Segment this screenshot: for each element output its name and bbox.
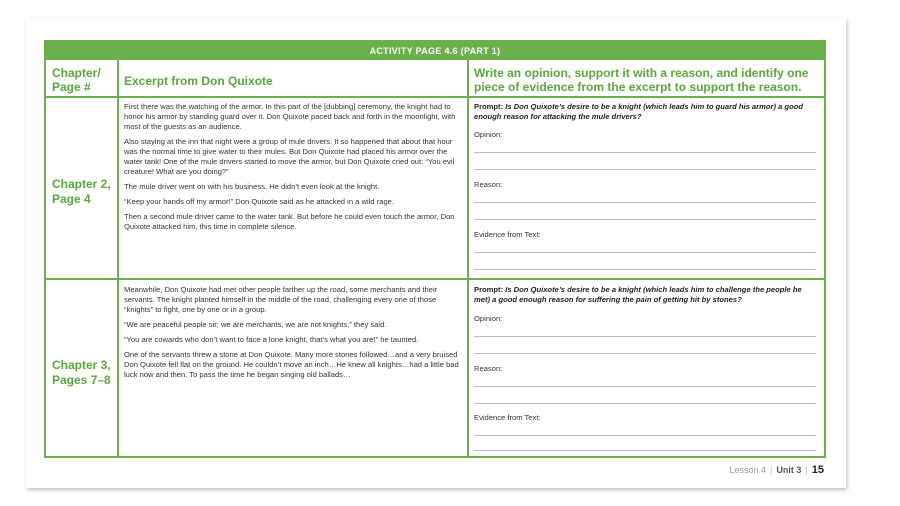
row1-excerpt bbox=[124, 102, 462, 237]
header-excerpt: Excerpt from Don Quixote bbox=[124, 74, 273, 88]
opinion-answer-line[interactable] bbox=[474, 336, 816, 337]
prompt-label: Prompt: bbox=[474, 285, 504, 294]
header-chapter: Chapter/ Page # bbox=[52, 66, 101, 94]
footer-lesson: Lesson 4 bbox=[729, 465, 767, 475]
activity-banner: ACTIVITY PAGE 4.6 (PART 1) bbox=[46, 42, 824, 60]
activity-page bbox=[26, 18, 846, 488]
footer-unit: Unit 3 bbox=[776, 465, 802, 475]
row2-opinion-label: Opinion: bbox=[474, 314, 503, 323]
reason-answer-line[interactable] bbox=[474, 386, 816, 387]
excerpt-paragraph: “You are cowards who don’t want to face a lone knight, that’s what you are!” he taunted. bbox=[124, 335, 419, 344]
excerpt-paragraph: “We are peaceful people sir; we are merchants, we are not knights,” they said. bbox=[124, 320, 387, 329]
evidence-answer-line[interactable] bbox=[474, 252, 816, 253]
reason-answer-line[interactable] bbox=[474, 202, 816, 203]
activity-table bbox=[44, 40, 826, 458]
excerpt-paragraph: The mule driver went on with his business. He didn’t even look at the knight. bbox=[124, 182, 380, 191]
row1-evidence-label: Evidence from Text: bbox=[474, 230, 541, 239]
page-number: 15 bbox=[811, 464, 824, 476]
page-footer: Lesson 4 | Unit 3 | 15 bbox=[729, 464, 824, 476]
row2-excerpt bbox=[124, 285, 462, 385]
row1-prompt bbox=[474, 102, 819, 122]
evidence-answer-line[interactable] bbox=[474, 450, 816, 451]
excerpt-paragraph: Then a second mule driver came to the water tank. But before he could even touch the armor, Don Quixote attacked him, this time in complete silence. bbox=[124, 212, 455, 231]
row2-reason-label: Reason: bbox=[474, 364, 503, 373]
row-divider bbox=[46, 278, 824, 280]
row2-evidence-label: Evidence from Text: bbox=[474, 413, 541, 422]
excerpt-paragraph: “Keep your hands off my armor!” Don Quixote said as he attacked in a wild rage. bbox=[124, 197, 394, 206]
opinion-answer-line[interactable] bbox=[474, 353, 816, 354]
prompt-text: Is Don Quixote’s desire to be a knight (which leads him to guard his armor) a good enough reason for attacking the mule drivers? bbox=[474, 102, 803, 121]
row2-prompt bbox=[474, 285, 819, 305]
opinion-answer-line[interactable] bbox=[474, 169, 816, 170]
excerpt-paragraph: One of the servants threw a stone at Don Quixote. Many more stones followed…and a very bruised Don Quixote fell flat on the ground. He couldn’t move an inch…He knew all knights…had a little bad luck now and then. To pass the time he began singing old ballads… bbox=[124, 350, 459, 379]
header-opinion: Write an opinion, support it with a reason, and identify one piece of evidence from the excerpt to support the reason. bbox=[474, 66, 809, 94]
excerpt-paragraph: Also staying at the inn that night were a group of mule drivers. It so happened that about that hour was the normal time to give water to their mules. But Don Quixote had placed his armor over the water tank! One of the mule drivers started to move the armor, but Don Quixote cried out: “You evil creature! What are you doing?” bbox=[124, 137, 455, 176]
prompt-label: Prompt: bbox=[474, 102, 504, 111]
column-divider bbox=[467, 60, 469, 456]
row1-chapter: Chapter 2, Page 4 bbox=[52, 177, 111, 206]
reason-answer-line[interactable] bbox=[474, 219, 816, 220]
row2-chapter: Chapter 3, Pages 7–8 bbox=[52, 358, 111, 387]
evidence-answer-line[interactable] bbox=[474, 269, 816, 270]
row1-reason-label: Reason: bbox=[474, 180, 503, 189]
prompt-text: Is Don Quixote’s desire to be a knight (which leads him to challenge the people he met) a good enough reason for suffering the pain of getting hit by stones? bbox=[474, 285, 802, 304]
row1-opinion-label: Opinion: bbox=[474, 130, 503, 139]
excerpt-paragraph: Meanwhile, Don Quixote had met other people farther up the road, some merchants and their servants. The knight planted himself in the middle of the road, challenging every one of those “knights” to fight, one by one or in a group. bbox=[124, 285, 438, 314]
excerpt-paragraph: First there was the watching of the armor. In this part of the [dubbing] ceremony, the knight had to honor his armor by standing guard over it. Don Quixote paced back and forth in the moonlight, with most of the guests as an audience. bbox=[124, 102, 456, 131]
opinion-answer-line[interactable] bbox=[474, 152, 816, 153]
reason-answer-line[interactable] bbox=[474, 403, 816, 404]
evidence-answer-line[interactable] bbox=[474, 435, 816, 436]
column-divider bbox=[117, 60, 119, 456]
row-divider bbox=[46, 96, 824, 98]
